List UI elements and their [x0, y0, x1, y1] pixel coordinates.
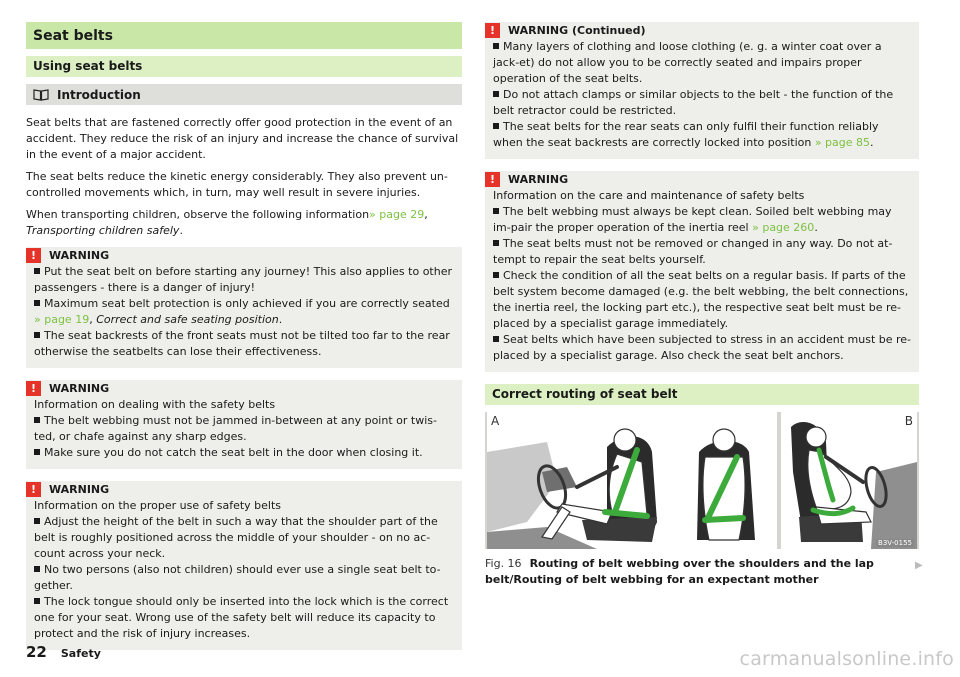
warning-box-3: [26, 481, 462, 650]
warning-intro: Information on dealing with the safety belts: [34, 398, 276, 411]
warning-box-4: [485, 171, 919, 372]
exclamation-badge-icon: !: [26, 248, 41, 263]
figure-number: Fig. 16: [485, 557, 522, 570]
warning-item: Adjust the height of the belt in such a way that the shoulder part of the belt is roughly positioned across the middle of your shoulder - on no ac-count across your neck.: [34, 515, 438, 560]
section-name: Safety: [60, 647, 101, 660]
watermark: carmanualsonline.info: [739, 648, 954, 670]
warning-item: The lock tongue should only be inserted into the lock which is the correct one for your seat. Wrong use of the safety belt will reduce its capacity to protect and the risk of injury increases.: [34, 595, 449, 640]
triangle-right-icon: ▶: [915, 560, 923, 571]
page-footer: [26, 643, 101, 661]
warning-box-1: [26, 247, 462, 368]
chapter-heading: Seat belts: [26, 22, 462, 49]
warning-item: Maximum seat belt protection is only achieved if you are correctly seated » page 19, Correct and safe seating position.: [34, 297, 450, 326]
page-number: 22: [26, 643, 47, 661]
page-link[interactable]: » page 260: [752, 221, 815, 234]
page-link[interactable]: » page 19: [34, 313, 90, 326]
warning-item: Make sure you do not catch the seat belt in the door when closing it.: [34, 445, 454, 461]
warning-title: WARNING: [508, 172, 569, 186]
section-heading: Correct routing of seat belt: [485, 384, 919, 405]
warning-item: Check the condition of all the seat belts on a regular basis. If parts of the belt system become damaged (e.g. the belt webbing, the belt connections, the inertia reel, the locking part etc.), the respective seat belt must be re-placed by a specialist garage immediately.: [493, 269, 909, 330]
warning-box-continued: [485, 22, 919, 159]
expectant-mother-illustration: [781, 412, 917, 549]
intro-paragraph-2: The seat belts reduce the kinetic energy considerably. They also prevent un-controlled movements which, in turn, may well result in severe injuries.: [26, 170, 448, 199]
warning-item: Seat belts which have been subjected to stress in an accident must be re-placed by a specialist garage. Also check the seat belt anchors.: [493, 333, 912, 362]
warning-box-2: [26, 380, 462, 469]
seat-belt-figure: [485, 412, 919, 549]
warning-item: The seat belts for the rear seats can only fulfil their function reliably when the seat backrests are correctly locked into position » page 85.: [493, 120, 879, 149]
section-heading: Using seat belts: [26, 56, 462, 77]
figure-caption-text: Routing of belt webbing over the shoulders and the lap belt/Routing of belt webbing for an expectant mother: [485, 557, 874, 586]
warning-item: Many layers of clothing and loose clothing (e. g. a winter coat over a jack-et) do not allow you to be correctly seated and impairs proper operation of the seat belts.: [493, 40, 882, 85]
exclamation-badge-icon: !: [485, 172, 500, 187]
figure-label-b: B: [904, 414, 913, 428]
right-column: [485, 22, 919, 588]
exclamation-badge-icon: !: [26, 381, 41, 396]
left-column: [26, 22, 462, 650]
warning-item: The belt webbing must not be jammed in-between at any point or twis-ted, or chafe against any sharp edges.: [34, 414, 437, 443]
warning-title: WARNING: [49, 248, 110, 262]
warning-title: WARNING: [49, 482, 110, 496]
warning-item: The seat backrests of the front seats must not be tilted too far to the rear otherwise the seatbelts can lose their effectiveness.: [34, 329, 450, 358]
figure-caption: [485, 556, 919, 588]
book-icon: [33, 88, 49, 101]
figure-label-a: A: [491, 414, 500, 428]
subsection-title: Introduction: [57, 87, 141, 102]
warning-item: Do not attach clamps or similar objects to the belt - the function of the belt retractor could be restricted.: [493, 88, 894, 117]
warning-title: WARNING: [49, 381, 110, 395]
figure-panel-a: [487, 412, 777, 549]
warning-item: Put the seat belt on before starting any journey! This also applies to other passengers - there is a danger of injury!: [34, 265, 453, 294]
page-link[interactable]: » page 85: [814, 136, 871, 149]
warning-item: No two persons (also not children) should ever use a single seat belt to-gether.: [34, 563, 441, 592]
page-link[interactable]: » page 29: [369, 208, 425, 221]
warning-item: The seat belts must not be removed or changed in any way. Do not at-tempt to repair the seat belts yourself.: [493, 237, 893, 266]
warning-title: WARNING (Continued): [508, 23, 646, 37]
warning-item: The belt webbing must always be kept clean. Soiled belt webbing may im-pair the proper operation of the inertia reel » page 260.: [493, 205, 892, 234]
figure-code: B3V-0155: [878, 539, 912, 547]
figure-panel-b: [781, 412, 917, 549]
seated-driver-illustration: [487, 412, 777, 549]
subsection-heading: [26, 84, 462, 105]
warning-intro: Information on the proper use of safety belts: [34, 499, 282, 512]
intro-paragraph-1: Seat belts that are fastened correctly offer good protection in the event of an accident. They reduce the risk of an injury and increase the chance of survival in the event of a major accident.: [26, 116, 459, 161]
exclamation-badge-icon: !: [26, 482, 41, 497]
warning-intro: Information on the care and maintenance of safety belts: [493, 189, 805, 202]
exclamation-badge-icon: !: [485, 23, 500, 38]
intro-paragraph-3: When transporting children, observe the following information» page 29, Transporting children safely.: [26, 208, 428, 237]
